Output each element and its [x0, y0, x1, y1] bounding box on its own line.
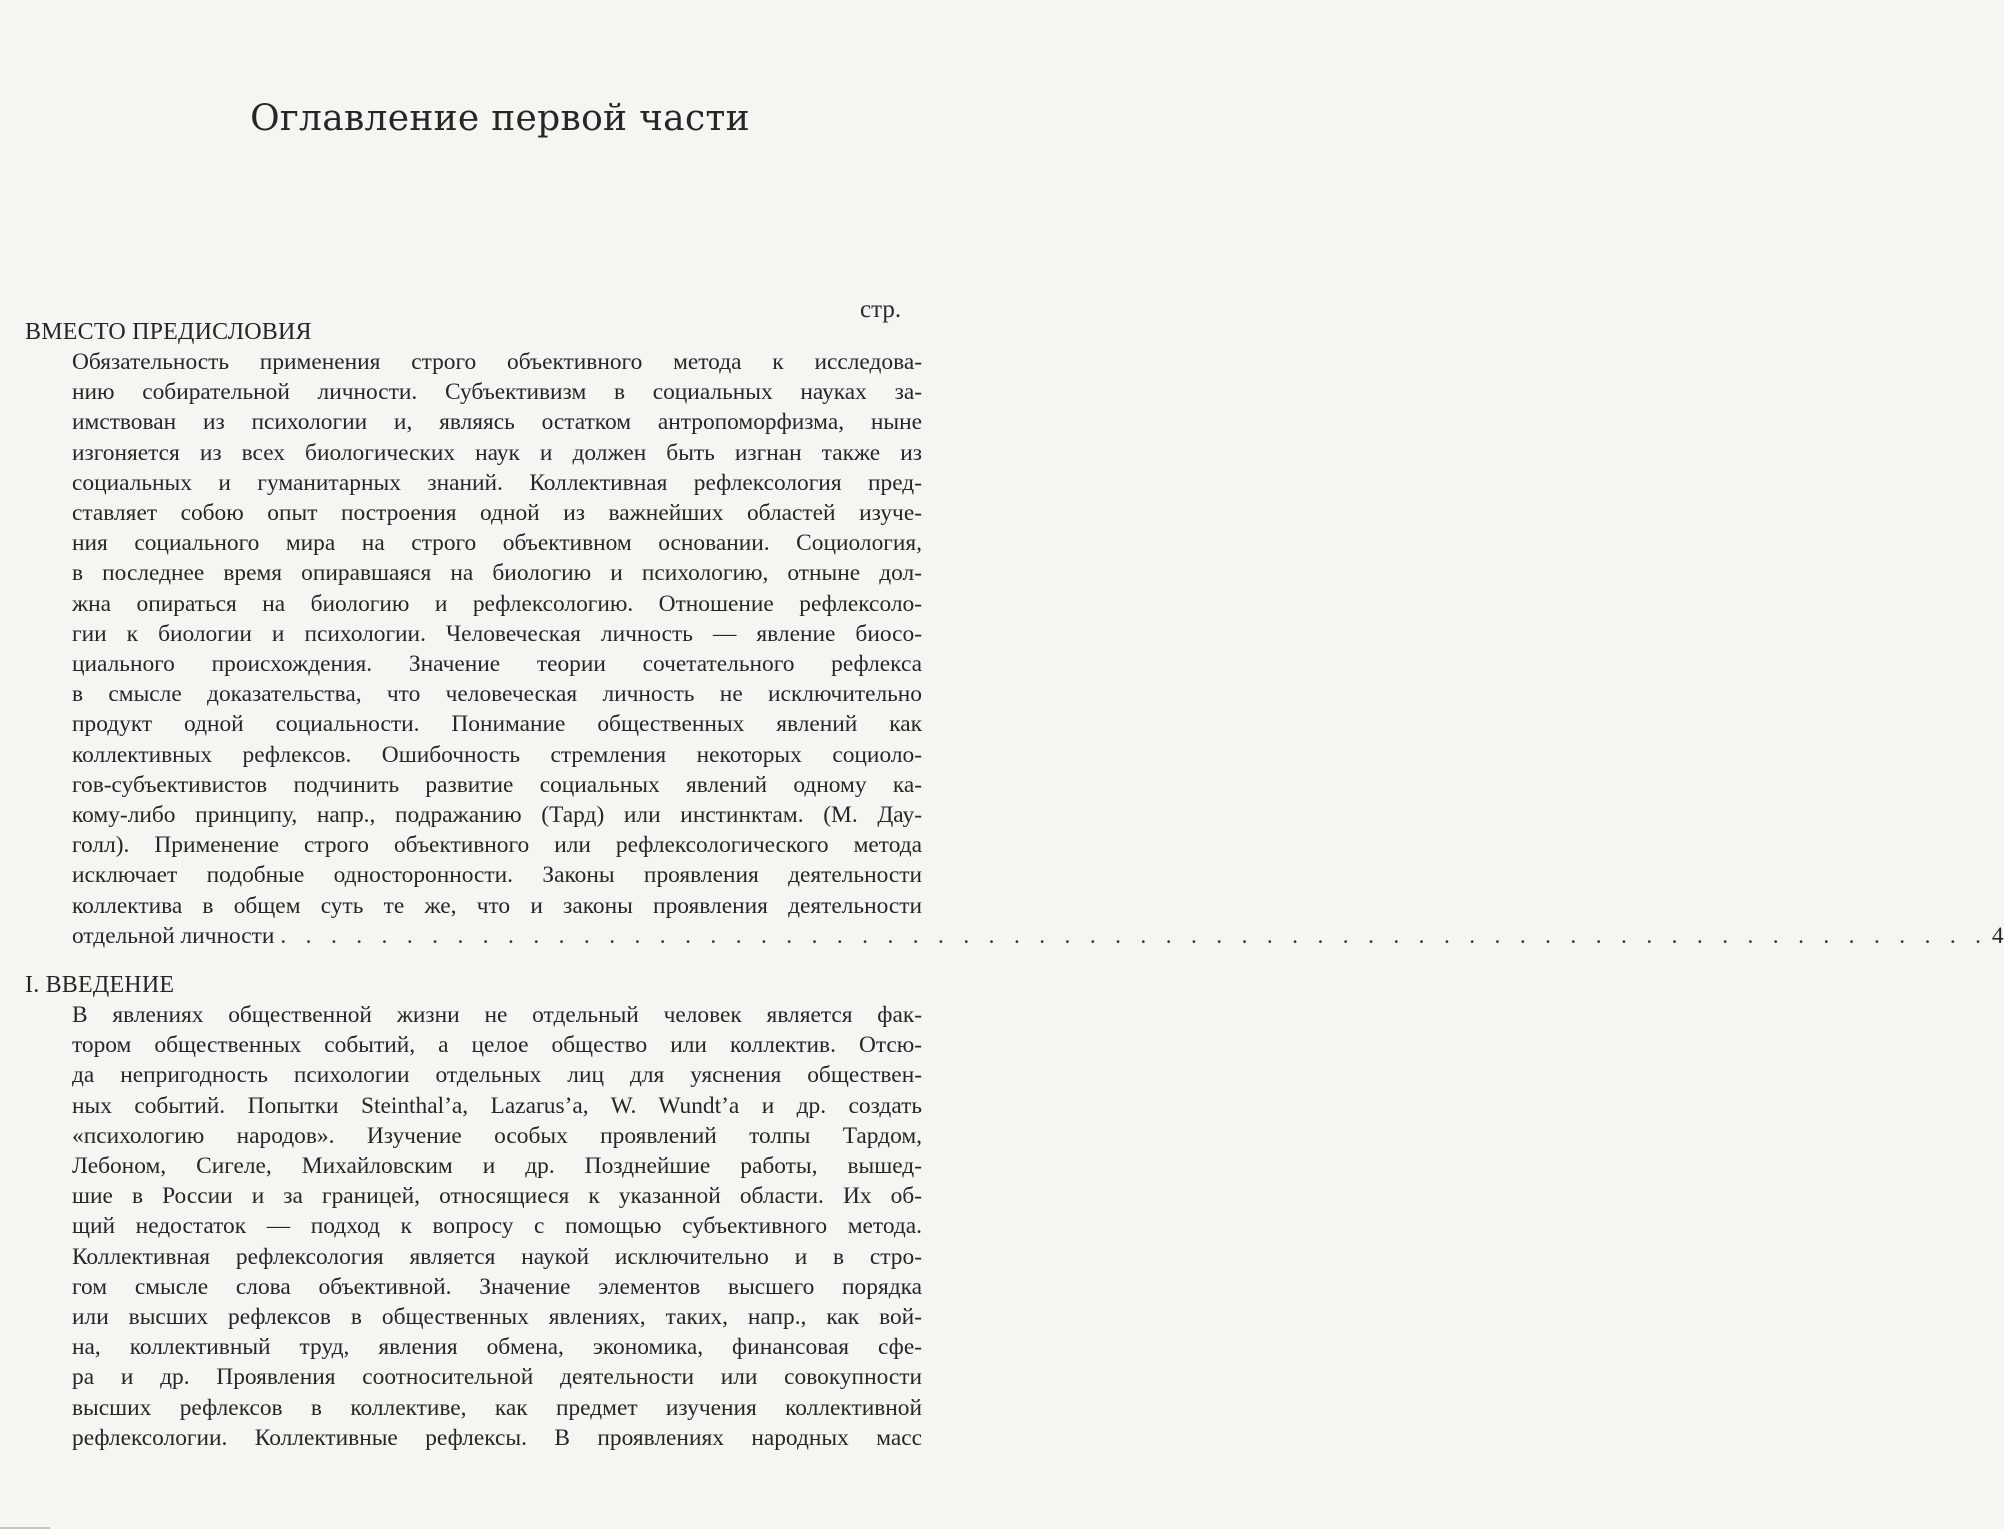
summary-line: высших рефлексов в коллективе, как предмет изучения коллективной	[72, 1394, 922, 1421]
summary-line: голл). Применение строго объективного или рефлексологического метода	[72, 832, 922, 859]
section-summary	[72, 1000, 922, 1453]
summary-line: в последнее время опиравшаяся на биологию и психологию, отныне дол-	[72, 560, 922, 587]
summary-line: Обязательность применения строго объективного метода к исследова-	[72, 349, 922, 375]
summary-line: коллективных рефлексов. Ошибочность стремления некоторых социоло-	[72, 741, 922, 768]
summary-line: Лебоном, Сигеле, Михайловским и др. Позднейшие работы, вышед-	[72, 1153, 922, 1180]
summary-line: В явлениях общественной жизни не отдельный человек является фак-	[72, 1002, 922, 1028]
summary-line: тором общественных событий, а целое общество или коллектив. Отсю-	[72, 1032, 922, 1059]
page-number: 4	[1991, 922, 2004, 949]
summary-line: ра и др. Проявления соотносительной деятельности или совокупности	[72, 1364, 922, 1391]
summary-last-line: отдельной личности	[72, 922, 275, 949]
summary-line: исключает подобные односторонности. Законы проявления деятельности	[72, 862, 922, 889]
summary-line: Коллективная рефлексология является наукой исключительно и в стро-	[72, 1243, 922, 1270]
summary-line: изгоняется из всех биологических наук и должен быть изгнан также из	[72, 439, 922, 466]
summary-line: гов-субъективистов подчинить развитие социальных явлений одному ка-	[72, 771, 922, 798]
section-heading: I. ВВЕДЕНИЕ	[25, 972, 175, 998]
summary-line: рефлексологии. Коллективные рефлексы. В проявлениях народных масс	[72, 1424, 922, 1451]
summary-line: имствован из психологии и, являясь остатком антропоморфизма, ныне	[72, 409, 922, 436]
summary-line: жна опираться на биологию и рефлексологию. Отношение рефлексоло-	[72, 590, 922, 617]
summary-line: ставляет собою опыт построения одной из важнейших областей изуче-	[72, 500, 922, 527]
toc-section-introduction	[25, 970, 930, 1453]
summary-line: в смысле доказательства, что человеческая личность не исключительно	[72, 681, 922, 708]
summary-line: нию собирательной личности. Субъективизм в социальных науках за-	[72, 379, 922, 406]
summary-line: «психологию народов». Изучение особых проявлений толпы Тардом,	[72, 1122, 922, 1149]
section-summary	[72, 347, 2004, 951]
summary-line: ния социального мира на строго объективном основании. Социология,	[72, 530, 922, 557]
dot-leader: . . . . . . . . . . . . . . . . . . . . . . . . . . . . . . . . . . . . . . . . . . . . . . . . . . . . . . . . . . . . . . . . . . . .	[280, 922, 1988, 949]
summary-line: или высших рефлексов в общественных явлениях, таких, напр., как вой-	[72, 1304, 922, 1331]
summary-line: гом смысле слова объективной. Значение элементов высшего порядка	[72, 1273, 922, 1300]
section-heading: ВМЕСТО ПРЕДИСЛОВИЯ	[25, 319, 312, 345]
summary-line: кому-либо принципу, напр., подражанию (Тард) или инстинктам. (М. Дау-	[72, 802, 922, 829]
summary-line: продукт одной социальности. Понимание общественных явлений как	[72, 711, 922, 738]
summary-line: да непригодность психологии отдельных лиц для уяснения обществен-	[72, 1062, 922, 1089]
summary-line: ных событий. Попытки Steinthal’a, Lazarus’a, W. Wundt’a и др. создать	[72, 1092, 922, 1119]
summary-line: щий недостаток — подход к вопросу с помощью субъективного метода.	[72, 1213, 922, 1240]
summary-line: шие в России и за границей, относящиеся к указанной области. Их об-	[72, 1183, 922, 1210]
summary-line: гии к биологии и психологии. Человеческая личность — явление биосо-	[72, 620, 922, 647]
summary-line: социальных и гуманитарных знаний. Коллективная рефлексология пред-	[72, 469, 922, 496]
toc-section-foreword	[25, 317, 2004, 951]
summary-line: на, коллективный труд, явления обмена, экономика, финансовая сфе-	[72, 1334, 922, 1361]
page-column-label: стр.	[860, 296, 902, 323]
toc-entry-leader-row	[72, 921, 2004, 951]
summary-line: коллектива в общем суть те же, что и законы проявления деятельности	[72, 892, 922, 919]
summary-line: циального происхождения. Значение теории сочетательного рефлекса	[72, 651, 922, 678]
page-title: Оглавление первой части	[250, 98, 750, 139]
